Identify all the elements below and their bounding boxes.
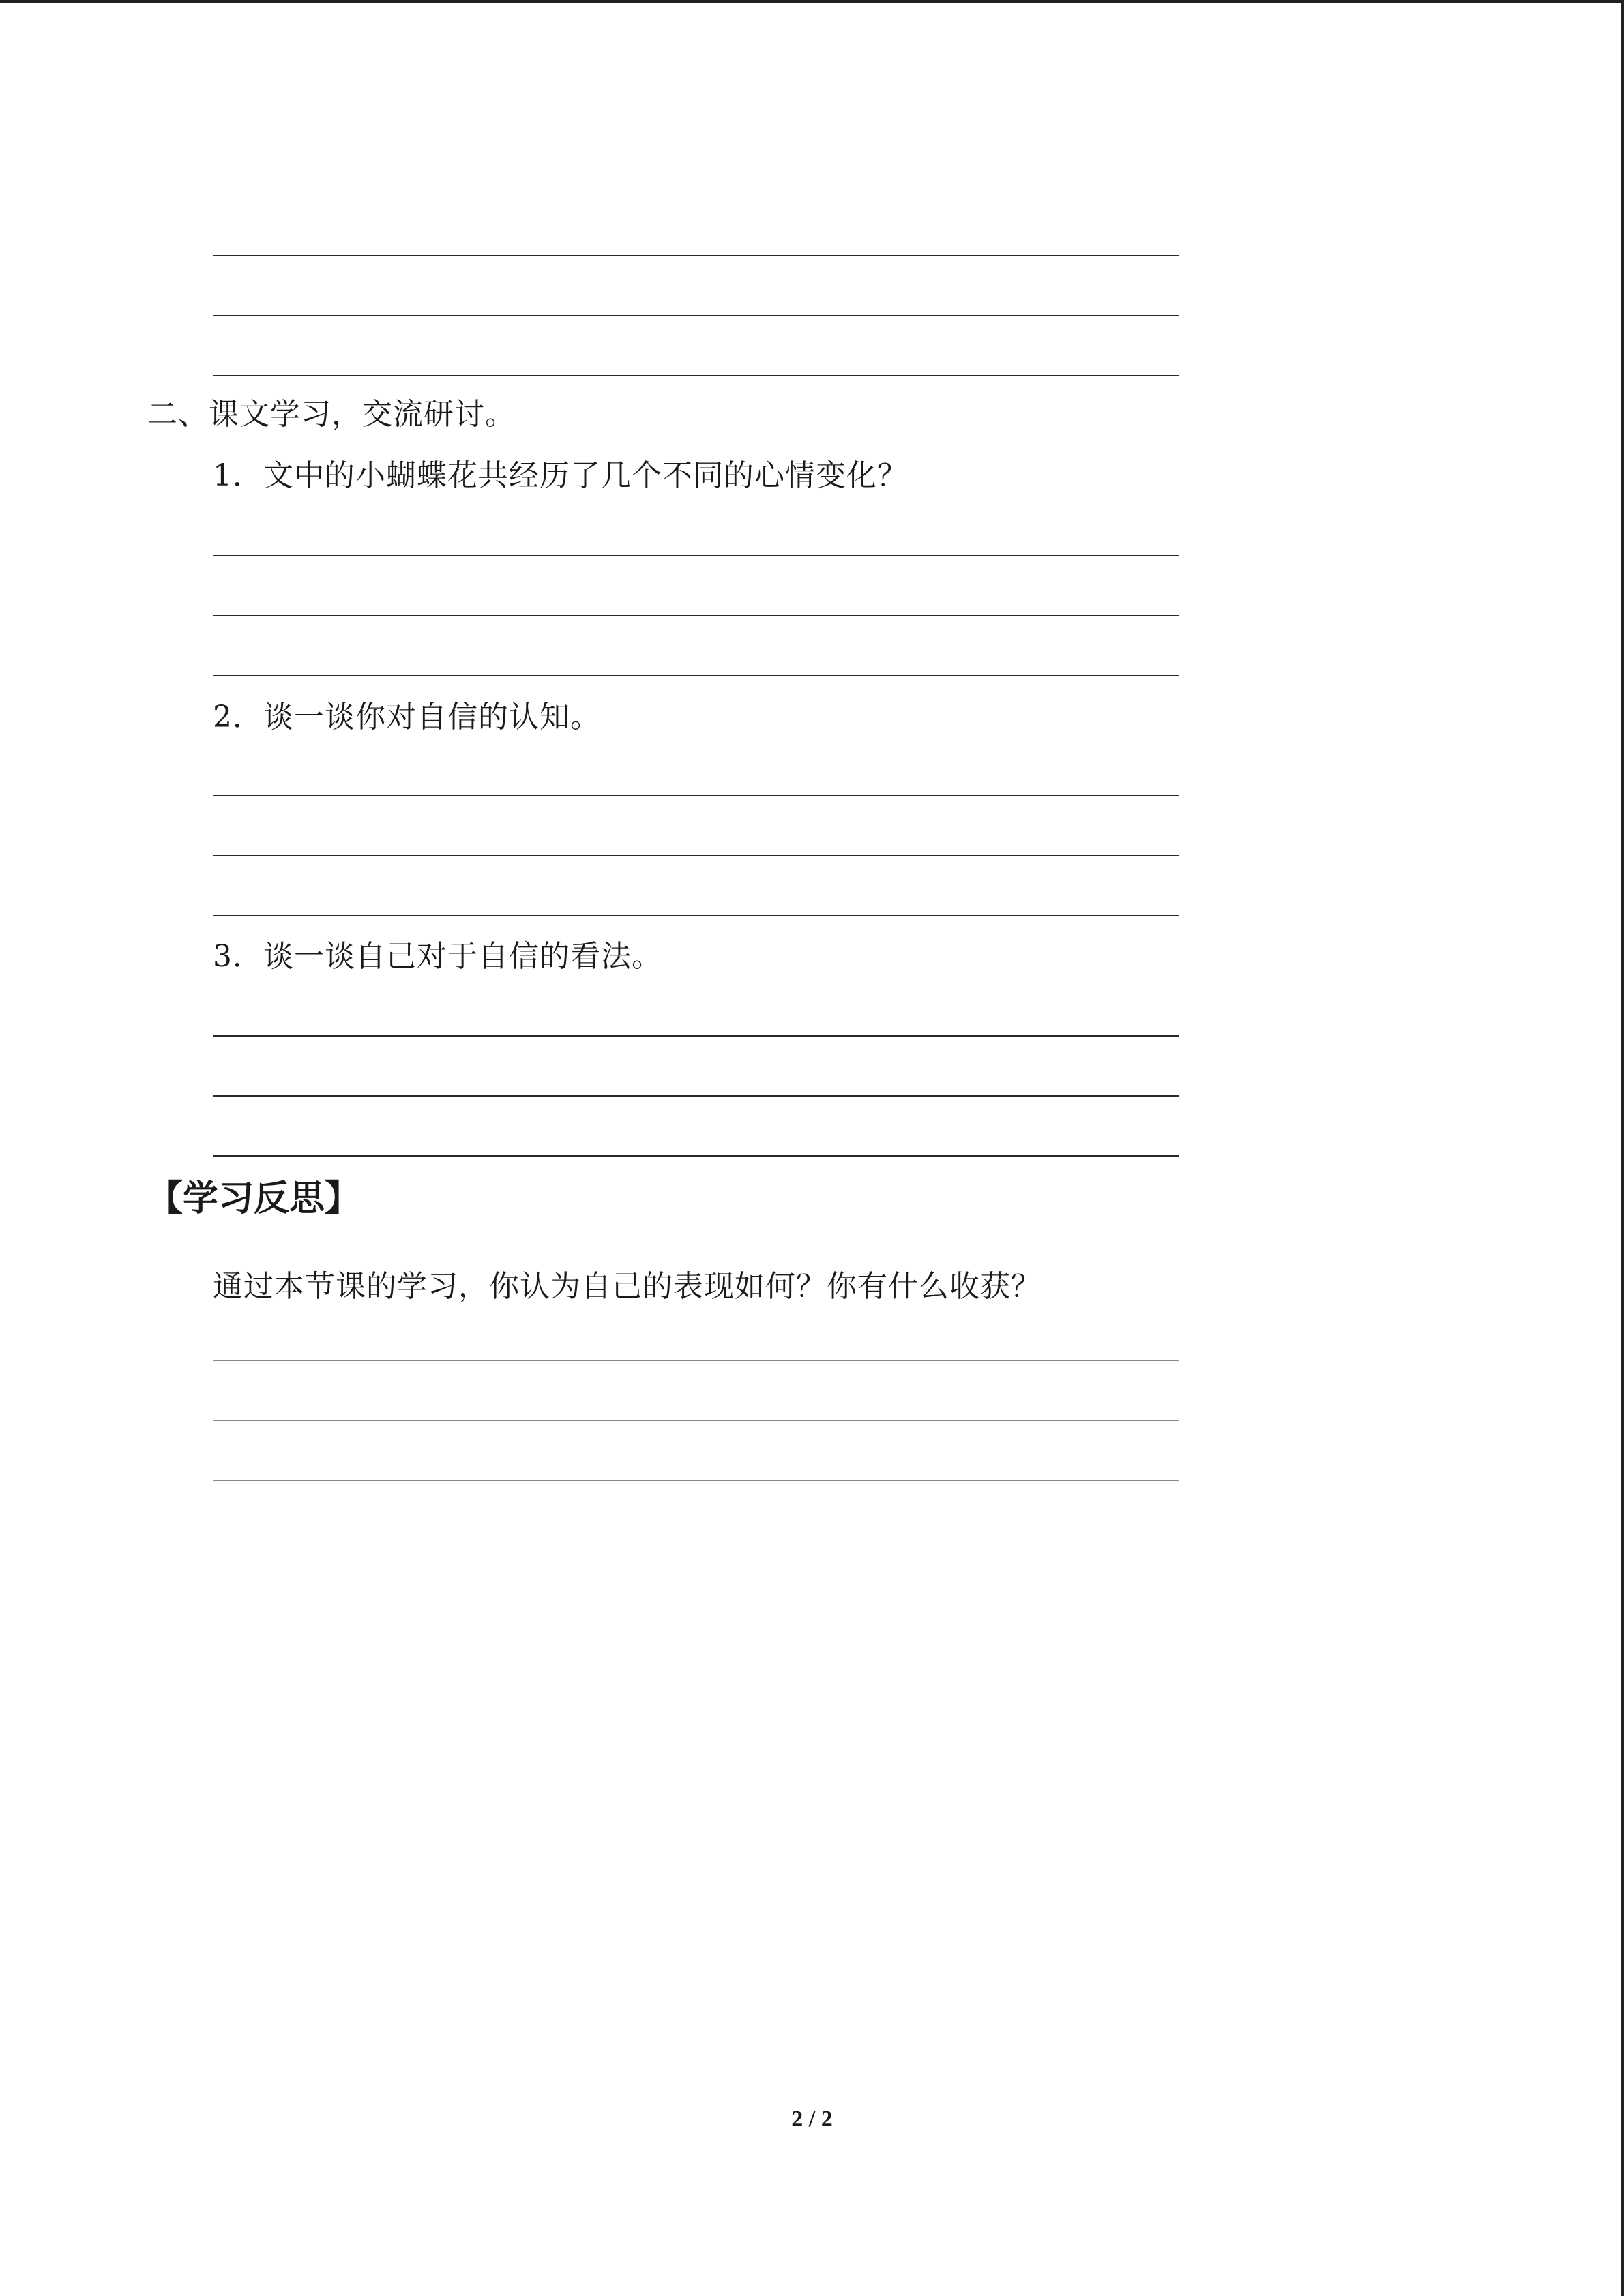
answer-line[interactable]	[213, 315, 1179, 316]
answer-line[interactable]	[213, 555, 1179, 556]
question-3: 3．谈一谈自己对于自信的看法。	[213, 939, 662, 974]
answer-line[interactable]	[213, 855, 1179, 856]
answer-line[interactable]	[213, 255, 1179, 256]
answer-line[interactable]	[213, 1155, 1179, 1157]
answer-line[interactable]	[213, 1360, 1179, 1361]
answer-line[interactable]	[213, 675, 1179, 676]
page-number: 2 / 2	[791, 2106, 833, 2132]
answer-line[interactable]	[213, 1095, 1179, 1097]
section-heading: 二、课文学习，交流研讨。	[147, 397, 516, 432]
answer-line[interactable]	[213, 375, 1179, 376]
answer-line[interactable]	[213, 615, 1179, 616]
reflection-title: 【学习反思】	[147, 1178, 361, 1219]
answer-line[interactable]	[213, 795, 1179, 796]
answer-line[interactable]	[213, 915, 1179, 916]
answer-line[interactable]	[213, 1420, 1179, 1421]
answer-line[interactable]	[213, 1480, 1179, 1481]
question-2: 2．谈一谈你对自信的认知。	[213, 700, 601, 734]
reflection-prompt: 通过本节课的学习，你认为自己的表现如何？你有什么收获？	[213, 1269, 1042, 1304]
question-1: 1．文中的小蝴蝶花共经历了几个不同的心情变化？	[213, 458, 908, 493]
answer-line[interactable]	[213, 1035, 1179, 1037]
